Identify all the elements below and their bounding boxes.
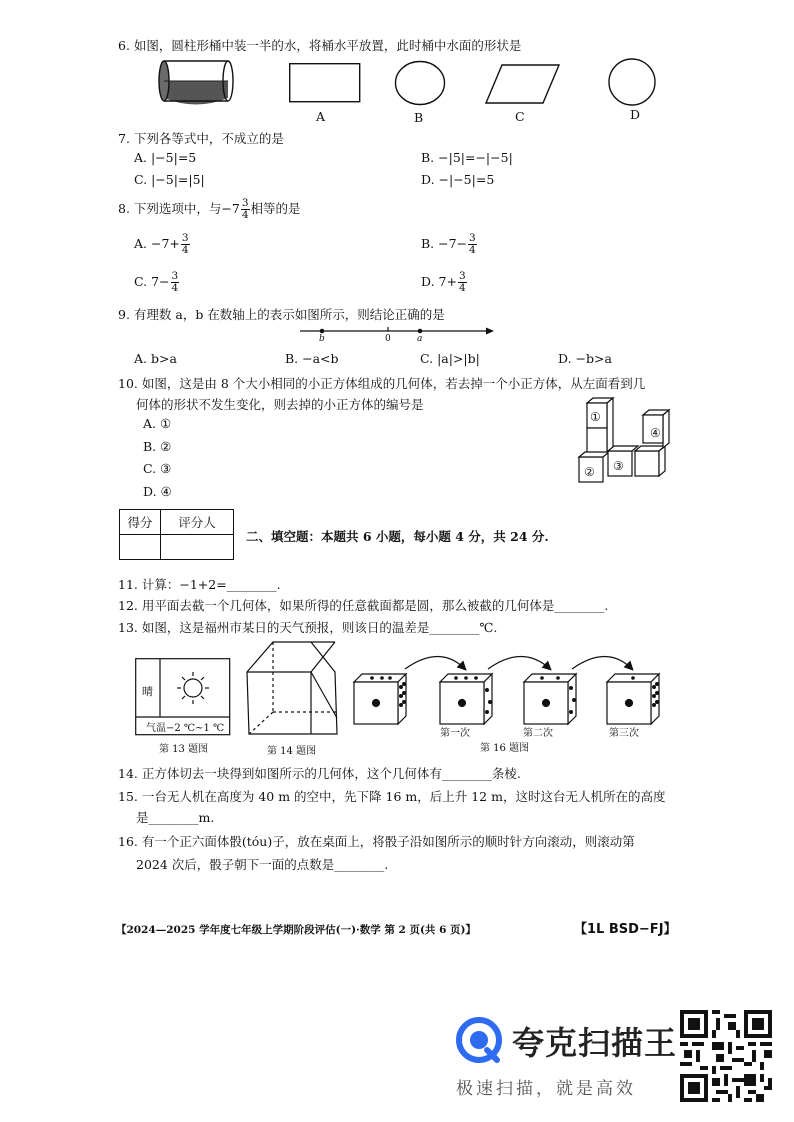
- q10-option-a: A. ①: [143, 416, 172, 431]
- option-d-circle: [607, 57, 657, 107]
- quark-scanner-logo-icon: [455, 1016, 503, 1064]
- option-a-rectangle: [289, 63, 361, 103]
- question-9-text: 9. 有理数 a，b 在数轴上的表示如图所示，则结论正确的是: [118, 307, 445, 322]
- option-b-ellipse: [394, 60, 446, 106]
- caption-14: 第 14 题图: [267, 746, 317, 757]
- q9-option-d: D. −b>a: [558, 351, 612, 366]
- score-table: [119, 509, 234, 560]
- q8-option-a: A. −7+ $\frac{3}{4}$: [134, 232, 189, 256]
- question-6-text: 6. 如图，圆柱形桶中装一半的水，将桶水平放置，此时桶中水面的形状是: [118, 38, 522, 53]
- axis-label-b: b: [319, 334, 325, 344]
- grader-cell[interactable]: [161, 535, 234, 560]
- q6-option-b-label: B: [414, 110, 424, 125]
- q8-option-b: B. −7− $\frac{3}{4}$: [421, 232, 476, 256]
- question-15-line2: 是________m.: [136, 810, 215, 825]
- footer-right: 【1L BSD−FJ】: [574, 922, 677, 937]
- q10-option-b: B. ②: [143, 439, 172, 454]
- number-line: [300, 324, 495, 348]
- question-16-line2: 2024 次后，骰子朝下一面的点数是________.: [136, 857, 389, 872]
- cut-cube-figure: [243, 638, 343, 738]
- axis-label-zero: 0: [385, 334, 391, 344]
- weather-temp: 气温−2 ℃~1 ℃: [146, 723, 225, 734]
- dice-rolling-figure: [350, 654, 670, 734]
- question-8-text: 8. 下列选项中，与−7 $\frac{3}{4}$ 相等的是: [118, 197, 301, 221]
- watermark-brand: 夸克扫描王: [512, 1024, 678, 1062]
- question-13-text: 13. 如图，这是福州市某日的天气预报，则该日的温差是________℃.: [118, 620, 498, 635]
- dice-label-3: 第三次: [609, 728, 639, 739]
- question-14-text: 14. 正方体切去一块得到如图所示的几何体，这个几何体有________条棱.: [118, 766, 521, 781]
- score-cell[interactable]: [120, 535, 161, 560]
- question-10-line1: 10. 如图，这是由 8 个大小相同的小正方体组成的几何体，若去掉一个小正方体，从左面看到几: [118, 376, 646, 391]
- cube-label-1: ①: [590, 410, 601, 424]
- q7-option-b: B. −|5|=−|−5|: [421, 150, 513, 165]
- q6-option-d-label: D: [630, 107, 641, 122]
- footer-left: 【2024—2025 学年度七年级上学期阶段评估(一)·数学 第 2 页(共 6 页)】: [116, 924, 477, 936]
- q10-option-c: C. ③: [143, 461, 172, 476]
- q9-option-b: B. −a<b: [285, 351, 339, 366]
- q9-option-c: C. |a|>|b|: [420, 351, 480, 366]
- dice-label-1: 第一次: [440, 728, 470, 739]
- sun-icon: [177, 672, 209, 704]
- question-12-text: 12. 用平面去截一个几何体，如果所得的任意截面都是圆，那么被截的几何体是________.: [118, 598, 609, 613]
- question-15-line1: 15. 一台无人机在高度为 40 m 的空中，先下降 16 m，后上升 12 m，这时这台无人机所在的高度: [118, 789, 666, 804]
- q7-option-c: C. |−5|=|5|: [134, 172, 205, 187]
- option-c-parallelogram: [485, 64, 560, 104]
- cube-label-4: ④: [650, 426, 661, 440]
- q8-option-c: C. 7− $\frac{3}{4}$: [134, 270, 179, 294]
- cylinder-figure: [156, 55, 236, 110]
- section2-title: 二、填空题：本题共 6 小题，每小题 4 分，共 24 分.: [246, 529, 549, 544]
- q6-option-a-label: A: [316, 109, 326, 124]
- q9-option-a: A. b>a: [134, 351, 177, 366]
- q8-option-d: D. 7+ $\frac{3}{4}$: [421, 270, 466, 294]
- dice-label-2: 第二次: [523, 728, 553, 739]
- cube-label-3: ③: [613, 459, 624, 473]
- question-10-line2: 何体的形状不发生变化，则去掉的小正方体的编号是: [136, 397, 424, 412]
- grader-header: 评分人: [161, 510, 234, 535]
- caption-16: 第 16 题图: [480, 743, 530, 754]
- question-11-text: 11. 计算：−1+2=________.: [118, 577, 281, 592]
- q10-option-d: D. ④: [143, 484, 172, 499]
- q7-option-a: A. |−5|=5: [134, 150, 197, 165]
- question-7-text: 7. 下列各等式中，不成立的是: [118, 131, 284, 146]
- q6-option-c-label: C: [515, 109, 525, 124]
- question-16-line1: 16. 有一个正六面体骰(tóu)子，放在桌面上，将骰子沿如图所示的顺时针方向滚动，则滚动第: [118, 834, 635, 849]
- axis-label-a: a: [417, 334, 423, 344]
- caption-13: 第 13 题图: [159, 744, 209, 755]
- score-header: 得分: [120, 510, 161, 535]
- weather-label: 晴: [142, 685, 153, 698]
- cube-label-2: ②: [584, 465, 595, 479]
- watermark-slogan: 极速扫描，就是高效: [456, 1079, 636, 1099]
- qr-code-icon[interactable]: [680, 1010, 772, 1102]
- q7-option-d: D. −|−5|=5: [421, 172, 495, 187]
